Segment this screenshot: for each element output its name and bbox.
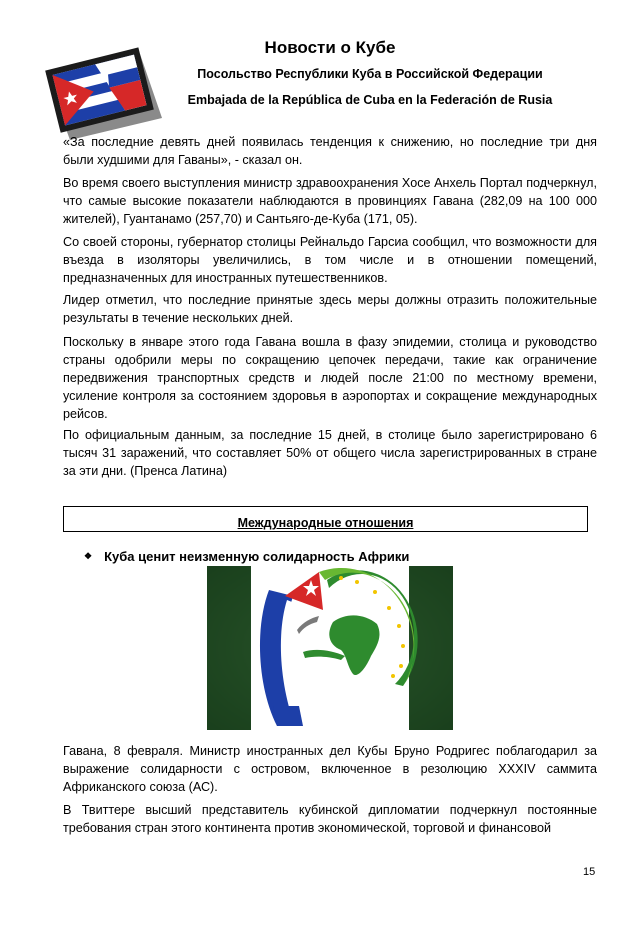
paragraph: «За последние девять дней появилась тенденция к снижению, но последние три дня были худшими для Гаваны», - сказал он.: [63, 135, 597, 167]
cuba-russia-flag-logo: [40, 44, 168, 144]
bullet-icon: ❖: [84, 551, 93, 561]
paragraph: Гавана, 8 февраля. Министр иностранных дел Кубы Бруно Родригес поблагодарил за выражение солидарности с островом, включенное в резолюцию XXXIV саммита Африканского союза (АС).: [63, 744, 597, 794]
section-header-box: [63, 506, 588, 532]
paragraph: Во время своего выступления министр здравоохранения Хосе Анхель Портал подчеркнул, что самые высокие показатели наблюдаются в провинциях Гавана (282,09 на 100 000 жителей), Гуантанамо (257,70) и Сантьяго-де-Куба (171, 05).: [63, 176, 597, 226]
paragraph: В Твиттере высший представитель кубинской дипломатии подчеркнул постоянные требования стран этого континента против экономической, торговой и финансовой: [63, 803, 597, 835]
embassy-name-es: Embajada de la República de Cuba en la Federación de Rusia: [187, 93, 553, 107]
section-title: Международные отношения: [237, 516, 414, 530]
cuba-africa-solidarity-image: [207, 566, 453, 730]
paragraph: Лидер отметил, что последние принятые здесь меры должны отразить положительные результаты в течение нескольких дней.: [63, 293, 597, 325]
article-headline: Куба ценит неизменную солидарность Африки: [104, 549, 410, 564]
article-headline-row: [84, 549, 584, 564]
paragraph: По официальным данным, за последние 15 дней, в столице было зарегистрировано 6 тысяч 31 заражений, что составляет 50% от общего числа зарегистрированных в стране за эти дни. (Пренса Латина): [63, 428, 597, 478]
paragraph: Поскольку в январе этого года Гавана вошла в фазу эпидемии, столица и руководство страны одобрили меры по сокращению цепочек передачи, такие как ограничение передвижения транспортных средств и людей после 21:00 по местному времени, усиление контроля за состоянием здоровья в аэропортах и сокращение международных рейсов.: [63, 335, 597, 421]
page-title: Новости о Кубе: [264, 38, 396, 57]
page-number: 15: [583, 866, 596, 878]
paragraph: Со своей стороны, губернатор столицы Рейнальдо Гарсиа сообщил, что возможности для въезда в изоляторы увеличились, в том числе и в отношении помещений, предназначенных для иностранных путешественников.: [63, 235, 597, 285]
embassy-name-ru: Посольство Республики Куба в Российской Федерации: [197, 67, 543, 81]
